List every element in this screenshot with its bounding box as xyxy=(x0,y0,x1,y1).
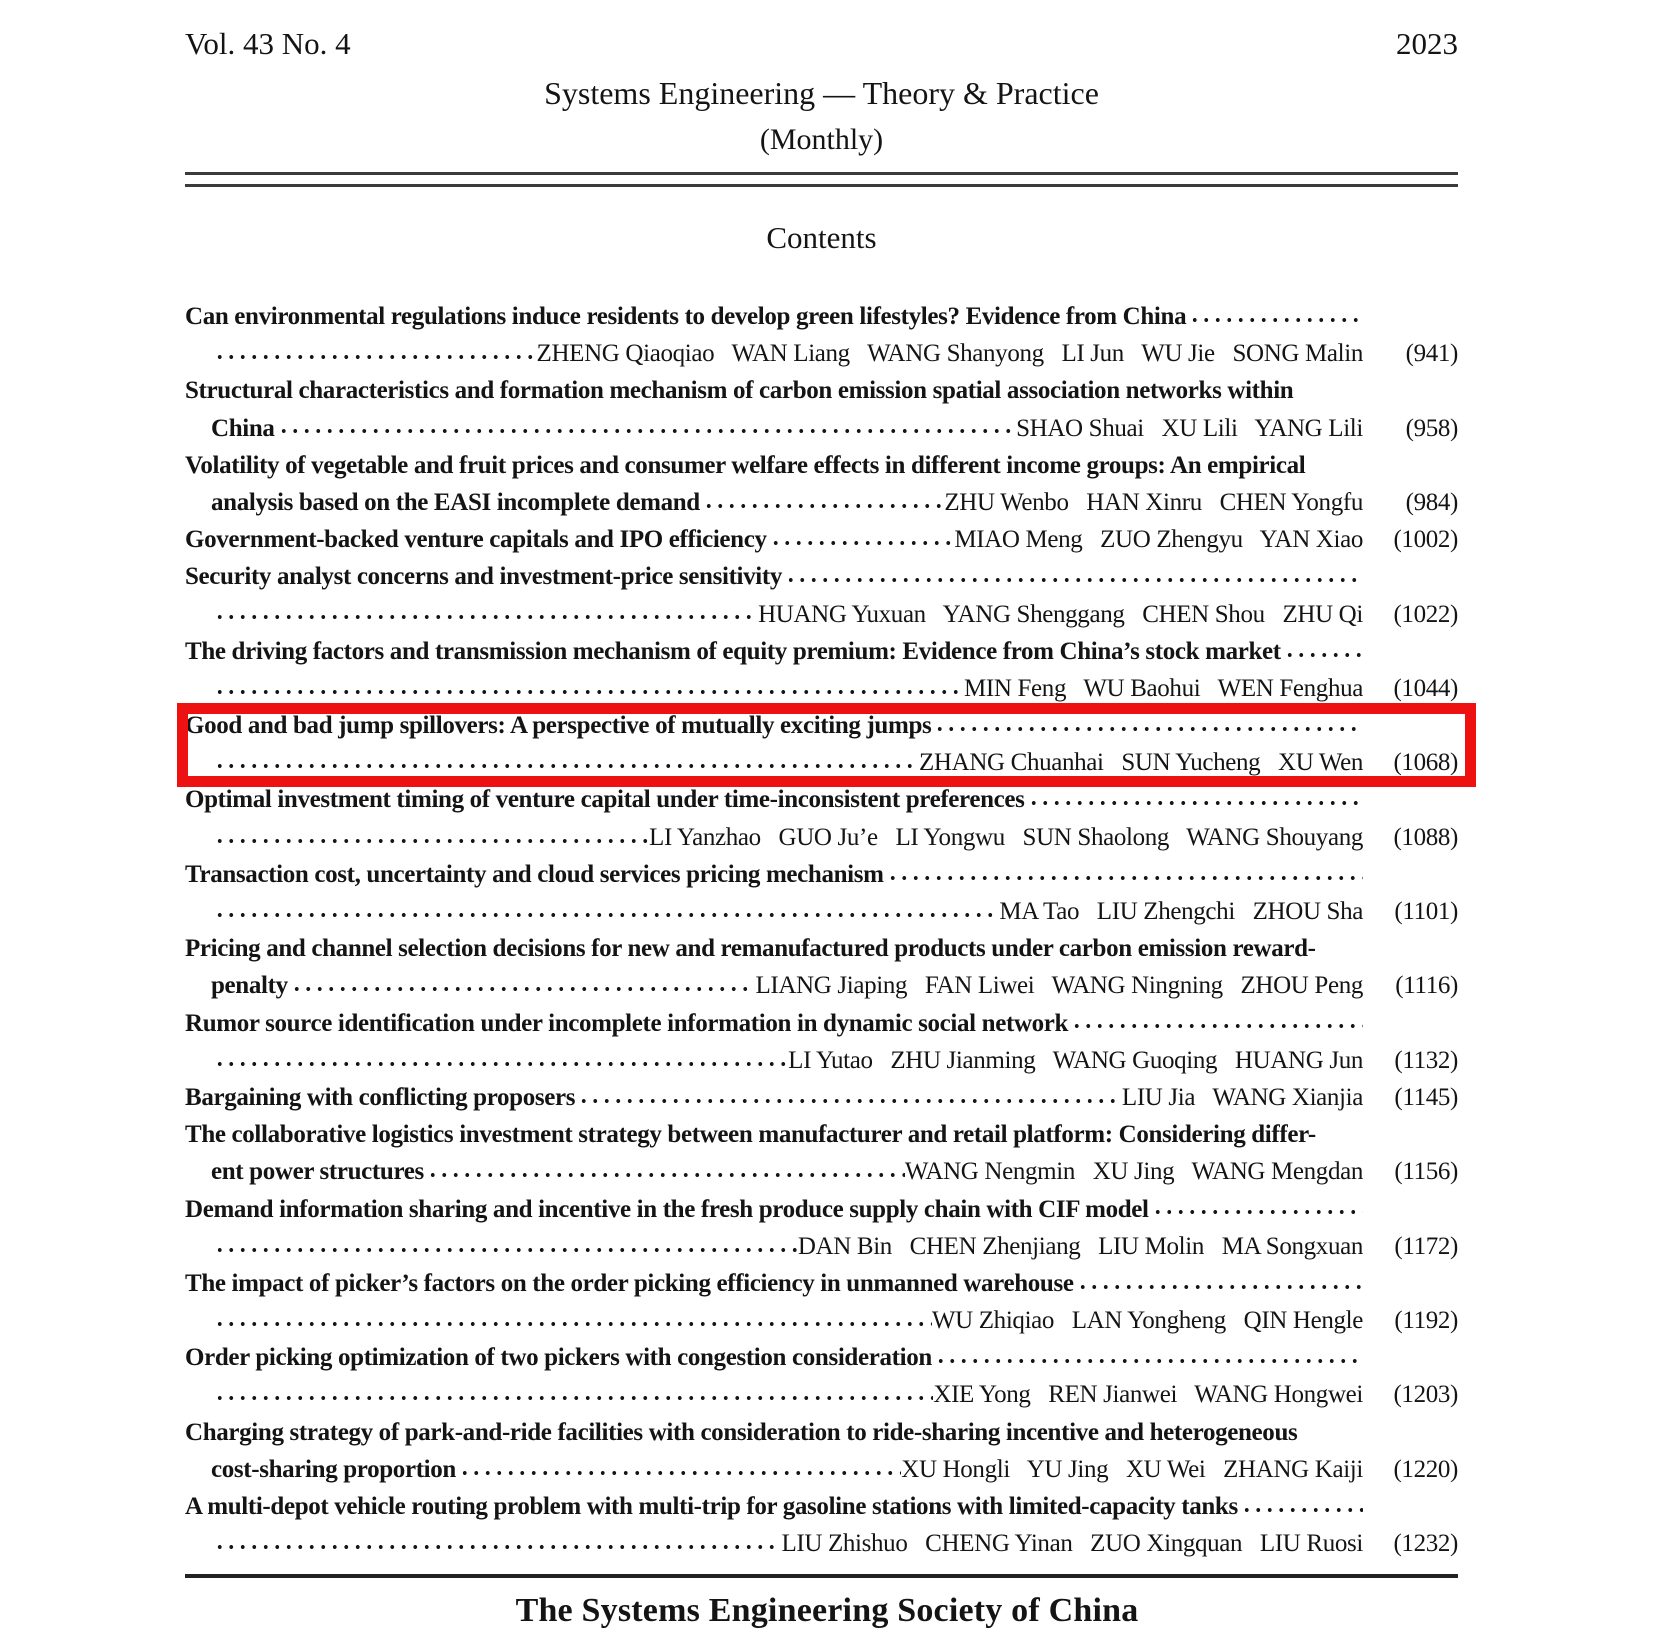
entry-title: Can environmental regulations induce residents to develop green lifestyles? Evidence from China xyxy=(185,303,1187,330)
toc-entry xyxy=(185,633,1458,707)
dot-leader xyxy=(211,670,964,707)
entry-title: The impact of picker’s factors on the order picking efficiency in unmanned warehouse xyxy=(185,1269,1074,1297)
dot-leader xyxy=(211,596,758,633)
toc-line xyxy=(185,1005,1458,1042)
entry-title: Rumor source identification under incomplete information in dynamic social network xyxy=(185,1009,1069,1037)
entry-title: cost-sharing proportion xyxy=(211,1455,456,1483)
toc-line xyxy=(185,1451,1458,1488)
toc-line xyxy=(185,558,1458,595)
entry-page: (941) xyxy=(1405,340,1458,368)
entry-title: Order picking optimization of two pickers with congestion consideration xyxy=(185,1344,932,1372)
entry-authors: DAN Bin CHEN Zhenjiang LIU Molin MA Songxuan xyxy=(797,1232,1363,1260)
journal-title: Systems Engineering — Theory & Practice xyxy=(544,75,1099,111)
toc-line xyxy=(185,1265,1458,1302)
toc-line xyxy=(185,893,1458,930)
toc-line xyxy=(185,596,1458,633)
toc-line xyxy=(185,1525,1458,1562)
toc-entry xyxy=(185,1079,1458,1116)
toc-line xyxy=(185,372,1458,409)
entry-title: Structural characteristics and formation mechanism of carbon emission spatial association networks within xyxy=(185,377,1294,405)
entry-page: (1232) xyxy=(1393,1530,1458,1558)
entry-authors: LI Yanzhao GUO Ju’e LI Yongwu SUN Shaolong WANG Shouyang xyxy=(649,823,1363,851)
entry-page: (1192) xyxy=(1394,1307,1458,1335)
entry-title: A multi-depot vehicle routing problem with multi-trip for gasoline stations with limited-capacity tanks xyxy=(185,1493,1238,1520)
toc-entry xyxy=(185,447,1458,521)
entry-title: Pricing and channel selection decisions for new and remanufactured products under carbon emission reward- xyxy=(185,935,1316,963)
toc-line xyxy=(185,1414,1458,1451)
dot-leader xyxy=(211,819,649,856)
entry-authors: MIN Feng WU Baohui WEN Fenghua xyxy=(964,674,1363,702)
dot-leader xyxy=(782,558,1363,595)
entry-title: Transaction cost, uncertainty and cloud services pricing mechanism xyxy=(185,860,884,888)
toc-entries xyxy=(185,298,1458,1562)
entry-title: Optimal investment timing of venture capital under time-inconsistent preferences xyxy=(185,786,1025,814)
entry-title: Volatility of vegetable and fruit prices and consumer welfare effects in different income groups: An empirical xyxy=(185,451,1306,479)
entry-authors: LIANG Jiaping FAN Liwei WANG Ningning ZHOU Peng xyxy=(755,972,1363,1000)
entry-page: (1220) xyxy=(1393,1455,1458,1483)
toc-line xyxy=(185,967,1458,1004)
dot-leader xyxy=(1238,1488,1363,1525)
toc-line xyxy=(185,1042,1458,1079)
toc-line xyxy=(185,1153,1458,1190)
toc-line xyxy=(185,1376,1458,1413)
entry-title: Charging strategy of park-and-ride facilities with consideration to ride-sharing incentive and heterogeneous xyxy=(185,1418,1298,1446)
entry-page: (1002) xyxy=(1393,526,1458,554)
dot-leader xyxy=(275,410,1017,447)
dot-leader xyxy=(767,521,955,558)
toc-line xyxy=(185,1228,1458,1265)
toc-entry xyxy=(185,1116,1458,1190)
entry-title: Demand information sharing and incentive in the fresh produce supply chain with CIF model xyxy=(185,1195,1149,1223)
toc-line xyxy=(185,781,1458,818)
dot-leader xyxy=(211,1302,932,1339)
entry-page: (1156) xyxy=(1394,1158,1458,1186)
entry-authors: MA Tao LIU Zhengchi ZHOU Sha xyxy=(999,898,1363,925)
toc-entry xyxy=(185,1191,1458,1265)
dot-leader xyxy=(1281,633,1363,670)
dot-leader xyxy=(211,744,919,781)
toc-line xyxy=(185,1116,1458,1153)
dot-leader xyxy=(211,1042,788,1079)
entry-authors: WANG Nengmin XU Jing WANG Mengdan xyxy=(904,1158,1363,1186)
footer-rule xyxy=(185,1574,1458,1578)
dot-leader xyxy=(211,893,999,930)
entry-page: (1116) xyxy=(1395,972,1458,1000)
dot-leader xyxy=(211,1525,781,1562)
toc-line xyxy=(185,1079,1458,1116)
dot-leader xyxy=(884,856,1363,893)
entry-title: penalty xyxy=(211,972,288,1000)
volume-issue: Vol. 43 No. 4 xyxy=(185,26,351,61)
toc-line xyxy=(185,707,1458,744)
toc-entry xyxy=(185,1005,1458,1079)
entry-title: Security analyst concerns and investment-price sensitivity xyxy=(185,563,783,591)
entry-title: China xyxy=(211,414,275,442)
toc-entry xyxy=(185,1339,1458,1413)
entry-page: (1068) xyxy=(1393,749,1458,777)
entry-authors: HUANG Yuxuan YANG Shenggang CHEN Shou ZHU Qi xyxy=(758,600,1363,628)
entry-authors: LIU Zhishuo CHENG Yinan ZUO Xingquan LIU Ruosi xyxy=(781,1530,1363,1558)
entry-page: (1044) xyxy=(1393,674,1458,702)
toc-entry xyxy=(185,298,1458,372)
page-header xyxy=(185,0,1458,62)
entry-page: (1145) xyxy=(1394,1083,1458,1111)
entry-authors: SHAO Shuai XU Lili YANG Lili xyxy=(1016,414,1363,442)
entry-authors: LI Yutao ZHU Jianming WANG Guoqing HUANG Jun xyxy=(788,1046,1363,1074)
journal-frequency: (Monthly) xyxy=(759,123,884,156)
entry-authors: WU Zhiqiao LAN Yongheng QIN Hengle xyxy=(931,1307,1363,1335)
dot-leader xyxy=(456,1451,901,1488)
toc-line xyxy=(185,930,1458,967)
toc-entry xyxy=(185,1414,1458,1488)
dot-leader xyxy=(575,1079,1122,1116)
entry-page: (1203) xyxy=(1393,1381,1458,1409)
toc-entry xyxy=(185,856,1458,930)
toc-entry xyxy=(185,521,1458,558)
entry-page: (1088) xyxy=(1393,823,1458,851)
dot-leader xyxy=(288,967,756,1004)
entry-authors: LIU Jia WANG Xianjia xyxy=(1121,1083,1363,1111)
dot-leader xyxy=(424,1153,905,1190)
entry-title: analysis based on the EASI incomplete demand xyxy=(211,488,700,516)
toc-entry xyxy=(185,707,1458,781)
year: 2023 xyxy=(1396,26,1458,61)
toc-entry xyxy=(185,1265,1458,1339)
toc-line xyxy=(185,744,1458,781)
toc-entry xyxy=(185,372,1458,446)
toc-line xyxy=(185,410,1458,447)
toc-entry xyxy=(185,781,1458,855)
toc-line xyxy=(185,1302,1458,1339)
entry-authors: ZHENG Qiaoqiao WAN Liang WANG Shanyong LI Jun WU Jie SONG Malin xyxy=(536,340,1363,368)
toc-line xyxy=(185,1488,1458,1525)
toc-line xyxy=(185,484,1458,521)
entry-authors: ZHANG Chuanhai SUN Yucheng XU Wen xyxy=(918,749,1363,777)
entry-title: ent power structures xyxy=(211,1158,424,1186)
toc-line xyxy=(185,670,1458,707)
toc-line xyxy=(185,447,1458,484)
dot-leader xyxy=(931,707,1363,744)
toc-line xyxy=(185,1339,1458,1376)
dot-leader xyxy=(1025,781,1363,818)
dot-leader xyxy=(932,1339,1363,1376)
entry-title: Government-backed venture capitals and IPO efficiency xyxy=(185,526,767,554)
dot-leader xyxy=(211,1376,933,1413)
toc-line xyxy=(185,633,1458,670)
contents-heading: Contents xyxy=(766,220,877,255)
entry-title: The driving factors and transmission mechanism of equity premium: Evidence from China’s stock market xyxy=(185,637,1281,665)
toc-line xyxy=(185,298,1458,335)
toc-entry xyxy=(185,930,1458,1004)
toc-line xyxy=(185,335,1458,372)
double-rule xyxy=(185,172,1458,187)
entry-authors: MIAO Meng ZUO Zhengyu YAN Xiao xyxy=(954,526,1363,554)
toc-line xyxy=(185,856,1458,893)
publisher-name: The Systems Engineering Society of China xyxy=(515,1592,1139,1630)
toc-entry xyxy=(185,558,1458,632)
entry-authors: XU Hongli YU Jing XU Wei ZHANG Kaiji xyxy=(901,1455,1363,1483)
entry-page: (984) xyxy=(1405,488,1458,516)
entry-page: (958) xyxy=(1405,414,1458,442)
dot-leader xyxy=(1186,298,1363,335)
toc-line xyxy=(185,1191,1458,1228)
entry-authors: ZHU Wenbo HAN Xinru CHEN Yongfu xyxy=(944,488,1363,516)
dot-leader xyxy=(211,1228,798,1265)
toc-line xyxy=(185,521,1458,558)
dot-leader xyxy=(700,484,945,521)
dot-leader xyxy=(211,335,537,372)
entry-title: Bargaining with conflicting proposers xyxy=(185,1083,576,1111)
dot-leader xyxy=(1074,1265,1363,1302)
toc-entry xyxy=(185,1488,1458,1562)
entry-page: (1101) xyxy=(1394,898,1458,925)
entry-title: Good and bad jump spillovers: A perspective of mutually exciting jumps xyxy=(185,712,932,740)
entry-page: (1132) xyxy=(1394,1046,1458,1074)
entry-page: (1172) xyxy=(1394,1232,1458,1260)
entry-authors: XIE Yong REN Jianwei WANG Hongwei xyxy=(933,1381,1363,1409)
entry-page: (1022) xyxy=(1393,600,1458,628)
entry-title: The collaborative logistics investment strategy between manufacturer and retail platform: Considering differ- xyxy=(185,1121,1316,1149)
dot-leader xyxy=(1068,1005,1363,1042)
dot-leader xyxy=(1149,1191,1363,1228)
toc-line xyxy=(185,819,1458,856)
